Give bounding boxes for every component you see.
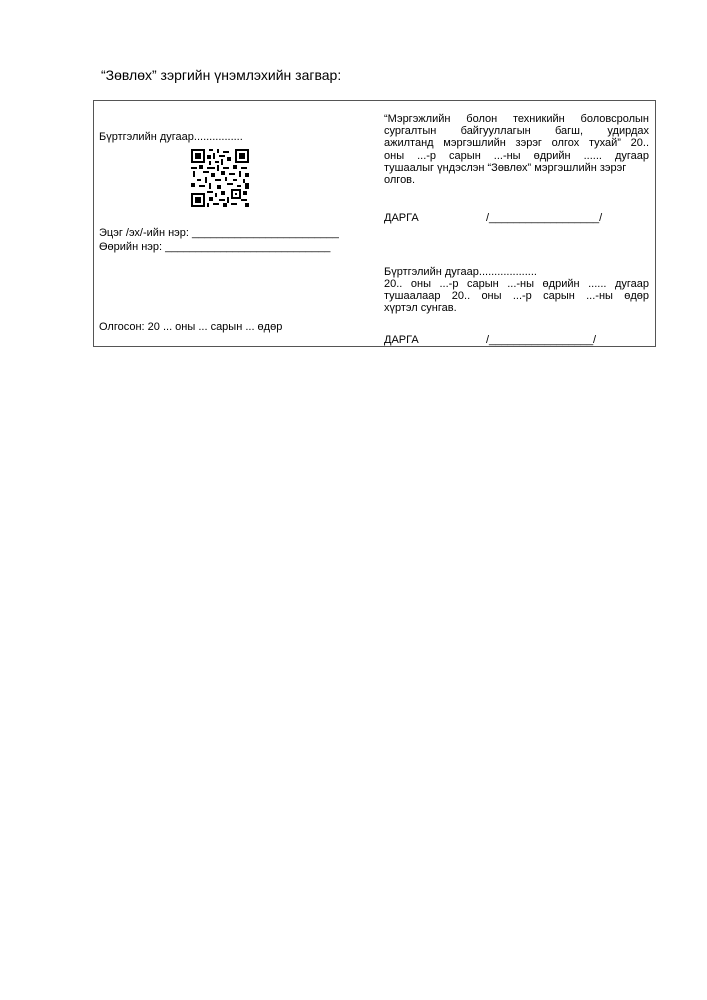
- decree-line: оны ...-р сарын ...-ны өдрийн ...... дугаар: [384, 149, 649, 162]
- own-name-field: Өөрийн нэр: ___________________________: [99, 241, 331, 253]
- qr-code-icon: [191, 149, 249, 207]
- registration-number-2: Бүртгэлийн дугаар...................: [384, 266, 537, 278]
- page-title: “Зөвлөх” зэргийн үнэмлэхийн загвар:: [101, 67, 342, 83]
- decree-line: сургалтын байгууллагын багш, удирдах: [384, 125, 649, 138]
- extension-line: 20.. оны ...-р сарын ...-ны өдрийн ...... дугаар: [384, 278, 649, 290]
- extension-line: тушаалаар 20.. оны ...-р сарын ...-ны өдөр: [384, 290, 649, 303]
- decree-paragraph: [384, 113, 649, 186]
- certificate-card: [93, 100, 656, 347]
- issued-date-field: Олгосон: 20 ... оны ... сарын ... өдөр: [99, 321, 283, 333]
- decree-line: тушаалыг үндэслэн “Зөвлөх” мэргэшлийн зэрэг олгов.: [384, 161, 627, 187]
- decree-line: “Мэргэжлийн болон техникийн боловсролын: [384, 113, 649, 125]
- decree-line: ажилтанд мэргэшлийн зэрэг олгох тухай” 20..: [384, 137, 649, 150]
- director-label-2: ДАРГА: [384, 334, 419, 346]
- extension-line: хүртэл сунгав.: [384, 302, 457, 315]
- extension-paragraph: [384, 278, 649, 315]
- director-signature-line: /__________________/: [486, 212, 603, 224]
- registration-number: Бүртгэлийн дугаар................: [99, 131, 243, 143]
- director-label: ДАРГА: [384, 212, 419, 224]
- director-signature-line-2: /_________________/: [486, 334, 597, 346]
- father-name-field: Эцэг /эх/-ийн нэр: ________________________: [99, 227, 339, 239]
